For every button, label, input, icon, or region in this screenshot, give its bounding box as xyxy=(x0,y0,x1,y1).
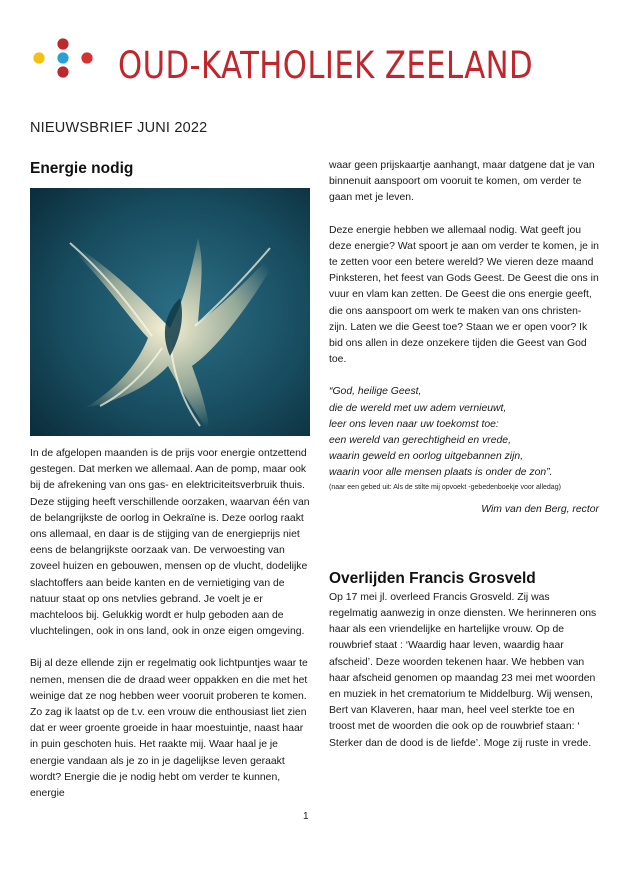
poem-line: waarin voor alle mensen plaats is onder de zon”. xyxy=(329,467,553,479)
cross-dots-logo xyxy=(30,38,96,78)
brand-title: OUD-KATHOLIEK ZEELAND xyxy=(118,44,534,87)
energie-paragraph-2: Bij al deze ellende zijn er regelmatig ook lichtpuntjes waar te nemen, mensen die de draad weer oppakken en die met het weinige dat ze nog hebben weer vooruit proberen te komen. Zo zag ik laatst op de t.v. een vrouw die enthousiast liet zien dat er weer groente groeide in haar moestuintje, naast haar in puin geschoten huis. Het raakte mij. Waar haal je je energie vandaan als je zo in je dagelijkse leven geraakt wordt? Energie die je nodig hebt om verder te kunnen, energie xyxy=(30,658,308,800)
poem-line: waarin geweld en oorlog uitgebannen zijn, xyxy=(329,451,524,463)
energie-paragraph-4: Deze energie hebben we allemaal nodig. Wat geeft jou deze energie? Wat spoort je aan om verder te komen, je in te zetten voor een betere wereld? We vieren deze maand Pinksteren, het feest van Gods Geest. De Geest die ons in vuur en vlam kan zetten. De Geest die ons energie geeft, die ons aanspoort om werk te maken van ons christen-zijn. Laten we die Geest toe? Staan we er open voor? Ik bid ons allen in deze onzekere tijden die Geest van God toe. xyxy=(329,224,599,366)
poem-line: een wereld van gerechtigheid en vrede, xyxy=(329,435,511,447)
article-heading-overlijden: Overlijden Francis Grosveld xyxy=(329,569,536,587)
prayer-source: (naar een gebed uit: Als de stilte mij opvoekt -gebedenboekje voor alledag) xyxy=(329,483,561,491)
prayer-poem xyxy=(329,384,599,481)
energie-paragraph-1: In de afgelopen maanden is de prijs voor energie ontzettend gestegen. Dat merken we allemaal. Aan de pomp, maar ook bij de afrekening van ons gas- en elektriciteitsverbruik thuis. Deze stijging heeft verschillende oorzaken, waarvan één van de belangrijkste de oorlog in Oekraïne is. Deze oorlog raakt ons allemaal, en daar is de stijging van de energieprijs niet eens de belangrijkste oorzaak van. De verwoesting van zoveel huizen en gebouwen, mensen op de vlucht, dodelijke slachtoffers aan beide kanten en de vernietiging van de natuur staat op ons netvlies gebrand. Je voelt je er machteloos bij. Gelukkig wordt er hulp geboden aan de vluchtelingen, ook in ons land, ook in onze eigen omgeving. xyxy=(30,448,310,638)
right-column xyxy=(329,158,599,752)
left-column xyxy=(30,158,312,802)
page-number: 1 xyxy=(303,811,309,822)
poem-line: “God, heilige Geest, xyxy=(329,386,422,398)
energie-paragraph-3: waar geen prijskaartje aanhangt, maar datgene dat je van binnenuit aanspoort om vooruit te komen, om verder te gaan met je leven. xyxy=(329,160,595,204)
dove-icon xyxy=(30,188,310,436)
poem-line: die de wereld met uw adem vernieuwt, xyxy=(329,402,507,414)
poem-line: leer ons leven naar uw toekomst toe: xyxy=(329,418,499,430)
author-signature: Wim van den Berg, rector xyxy=(481,503,599,515)
article-heading-energie: Energie nodig xyxy=(30,160,134,177)
newsletter-subtitle: NIEUWSBRIEF JUNI 2022 xyxy=(30,120,208,136)
overlijden-paragraph: Op 17 mei jl. overleed Francis Grosveld. Zij was regelmatig aanwezig in onze diensten. We herinneren ons haar als een vriendelijke en hartelijke vrouw. Op de rouwbrief staat : ‘Waardig haar leven, waardig haar afscheid’. Deze woorden tekenen haar. We hebben van haar afscheid genomen op maandag 23 mei met woorden en muziek in het crematorium te Middelburg. Wij wensen, Bert van Klaveren, haar man, heel veel sterkte toe en troost met de woorden die ook op de rouwbrief staan: ‘ Sterker dan de dood is de liefde’. Moge zij ruste in vrede. xyxy=(329,591,597,749)
